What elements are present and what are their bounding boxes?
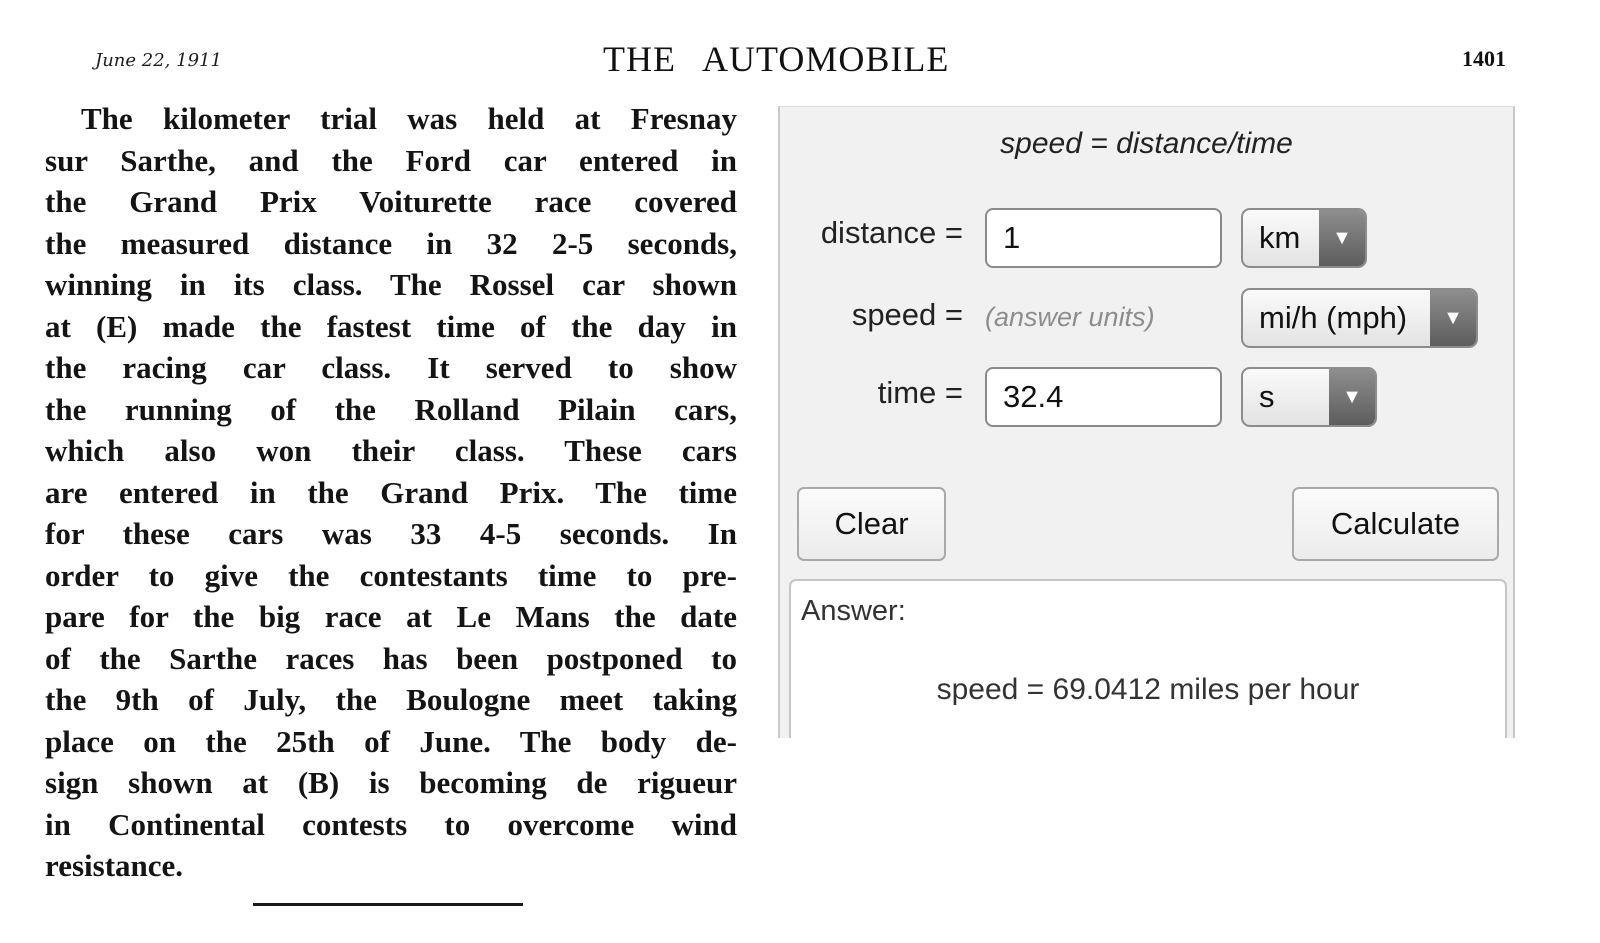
answer-result xyxy=(791,673,1505,707)
article-line: for these cars was 33 4-5 seconds. In xyxy=(45,516,737,551)
time-unit-value: s xyxy=(1259,379,1275,414)
distance-unit-value: km xyxy=(1259,220,1301,255)
time-unit-select[interactable] xyxy=(1241,367,1377,427)
article-line: winning in its class. The Rossel car shown xyxy=(45,267,737,302)
speed-label: speed = xyxy=(851,297,963,332)
time-input[interactable] xyxy=(985,367,1222,427)
speed-answer-units-placeholder: (answer units) xyxy=(985,302,1155,332)
distance-label: distance = xyxy=(820,215,963,250)
article-line: which also won their class. These cars xyxy=(45,433,737,468)
article-divider xyxy=(253,903,523,906)
article-line: place on the 25th of June. The body de- xyxy=(45,723,737,759)
answer-box xyxy=(789,579,1507,738)
article-line: the 9th of July, the Boulogne meet taking xyxy=(45,682,737,717)
answer-lhs: speed = xyxy=(936,673,1053,706)
article-line: pare for the big race at Le Mans the date xyxy=(45,599,737,634)
speed-calculator-panel xyxy=(778,106,1515,738)
formula-heading: speed = distance/time xyxy=(1000,127,1293,160)
answer-value: 69.0412 xyxy=(1052,673,1161,706)
distance-input[interactable] xyxy=(985,208,1222,268)
speed-unit-value: mi/h (mph) xyxy=(1259,300,1408,335)
article-line: the Grand Prix Voiturette race covered xyxy=(45,184,737,219)
article-line: in Continental contests to overcome wind xyxy=(45,806,737,842)
clear-button[interactable]: Clear xyxy=(797,487,946,561)
article-line: the measured distance in 32 2-5 seconds, xyxy=(45,225,737,261)
chevron-down-icon[interactable]: ▼ xyxy=(1329,369,1375,425)
chevron-down-icon[interactable]: ▼ xyxy=(1430,290,1476,346)
article-text xyxy=(45,98,737,887)
answer-heading: Answer: xyxy=(801,595,906,627)
answer-units: miles per hour xyxy=(1160,673,1360,706)
newspaper-date: June 22, 1911 xyxy=(95,50,222,71)
article-line: The kilometer trial was held at Fresnay xyxy=(81,101,737,136)
newspaper-title: THE AUTOMOBILE xyxy=(603,39,950,79)
calculate-button[interactable]: Calculate xyxy=(1292,487,1499,561)
article-line: are entered in the Grand Prix. The time xyxy=(45,474,737,510)
article-line: resistance. xyxy=(45,848,184,883)
newspaper-page-number: 1401 xyxy=(1462,46,1506,71)
article-line: order to give the contestants time to pre- xyxy=(45,557,737,593)
speed-unit-select[interactable] xyxy=(1241,288,1478,348)
article-line: the racing car class. It served to show xyxy=(45,350,737,385)
article-line: of the Sarthe races has been postponed to xyxy=(45,640,737,676)
distance-unit-select[interactable] xyxy=(1241,208,1367,268)
article-line: at (E) made the fastest time of the day in xyxy=(45,308,737,344)
article-line: the running of the Rolland Pilain cars, xyxy=(45,391,737,427)
chevron-down-icon[interactable]: ▼ xyxy=(1319,210,1365,266)
article-line: sur Sarthe, and the Ford car entered in xyxy=(45,142,737,178)
article-line: sign shown at (B) is becoming de rigueur xyxy=(45,765,737,800)
time-label: time = xyxy=(877,375,963,410)
